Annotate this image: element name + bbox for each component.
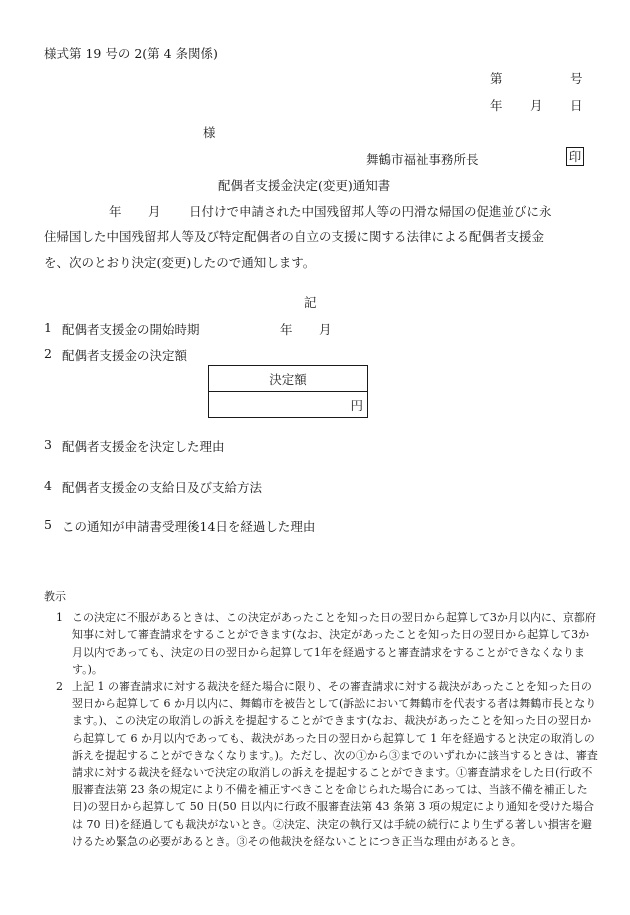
date-month: 月 — [530, 98, 543, 113]
document-title: 配偶者支援金決定(変更)通知書 — [218, 178, 391, 193]
item-1-number: 1 — [44, 320, 52, 335]
date-year: 年 — [490, 98, 503, 113]
ki-heading: 記 — [304, 295, 317, 310]
item-5-label: この通知が申請書受理後14日を経過した理由 — [62, 519, 316, 534]
intro-line-2: 住帰国した中国残留邦人等及び特定配偶者の自立の支援に関する法律による配偶者支援金 — [44, 229, 545, 244]
kyoji-title: 教示 — [44, 590, 66, 603]
seal-box: 印 — [566, 147, 584, 166]
date-day: 日 — [570, 98, 583, 113]
amount-header: 決定額 — [209, 366, 368, 392]
kyoji-item-1 — [44, 609, 600, 678]
intro-month: 月 — [148, 204, 161, 219]
intro-year: 年 — [109, 204, 122, 219]
item-3-number: 3 — [44, 437, 52, 452]
kyoji-item-1-number: 1 — [56, 611, 63, 625]
kyoji-item-2-text: 上記 1 の審査請求に対する裁決を経た場合に限り、その審査請求に対する裁決があったことを知った日の翌日から起算して 6 か月以内に、舞鶴市を被告として(訴訟において舞鶴市を代表する者は舞鶴市長となります。)、この決定の取消しの訴えを提起することができます(なお、裁決があったことを知った日の翌日から起算して 6 か月以内であっても、裁決があった日の翌日から起算して 1 年を経過すると決定の取消しの訴えを提起することができなくなります。)。ただし、次の①から③までのいずれかに該当するときは、審査請求に対する裁決を経ないで決定の取消しの訴えを提起することができます。①審査請求をした日(行政不服審査法第 23 条の規定により不備を補正すべきことを命じられた場合にあっては、当該不備を補正した日)の翌日から起算して 50 日(50 日以内に行政不服審査法第 43 条第 3 項の規定により通知を受けた場合は 70 日)を経過しても裁決がないとき。②決定、決定の執行又は手続の続行により生ずる著しい損害を避けるため緊急の必要があるとき。③その他裁決を経ないことにつき正当な理由があるとき。 — [72, 680, 598, 848]
item-4-label: 配偶者支援金の支給日及び支給方法 — [62, 480, 263, 495]
item-3-label: 配偶者支援金を決定した理由 — [62, 439, 225, 454]
number-go: 号 — [570, 71, 583, 86]
kyoji-section — [44, 588, 600, 850]
issuer-name: 舞鶴市福祉事務所長 — [366, 152, 479, 167]
item-4-number: 4 — [44, 478, 52, 493]
number-dai: 第 — [490, 71, 503, 86]
kyoji-item-2 — [44, 678, 600, 850]
item-5-number: 5 — [44, 517, 52, 532]
item-2-label: 配偶者支援金の決定額 — [62, 348, 188, 363]
addressee-honorific: 様 — [203, 125, 216, 140]
intro-line-1: 日付けで申請された中国残留邦人等の円滑な帰国の促進並びに永 — [189, 204, 552, 219]
amount-table — [208, 365, 368, 418]
item-1-year: 年 — [280, 322, 293, 337]
intro-line-3: を、次のとおり決定(変更)したので通知します。 — [44, 255, 316, 270]
item-1-month: 月 — [319, 322, 332, 337]
form-id: 様式第 19 号の 2(第 4 条関係) — [44, 46, 218, 61]
kyoji-item-2-number: 2 — [56, 680, 63, 694]
item-1-label: 配偶者支援金の開始時期 — [62, 322, 200, 337]
amount-value-cell: 円 — [209, 392, 368, 418]
kyoji-item-1-text: この決定に不服があるときは、この決定があったことを知った日の翌日から起算して3か月以内に、京都府知事に対して審査請求をすることができます(なお、決定があったことを知った日の翌日から起算して3か月以内であっても、決定の日の翌日から起算して1年を経過すると審査請求をすることができなくなります。)。 — [72, 611, 596, 676]
item-2-number: 2 — [44, 346, 52, 361]
